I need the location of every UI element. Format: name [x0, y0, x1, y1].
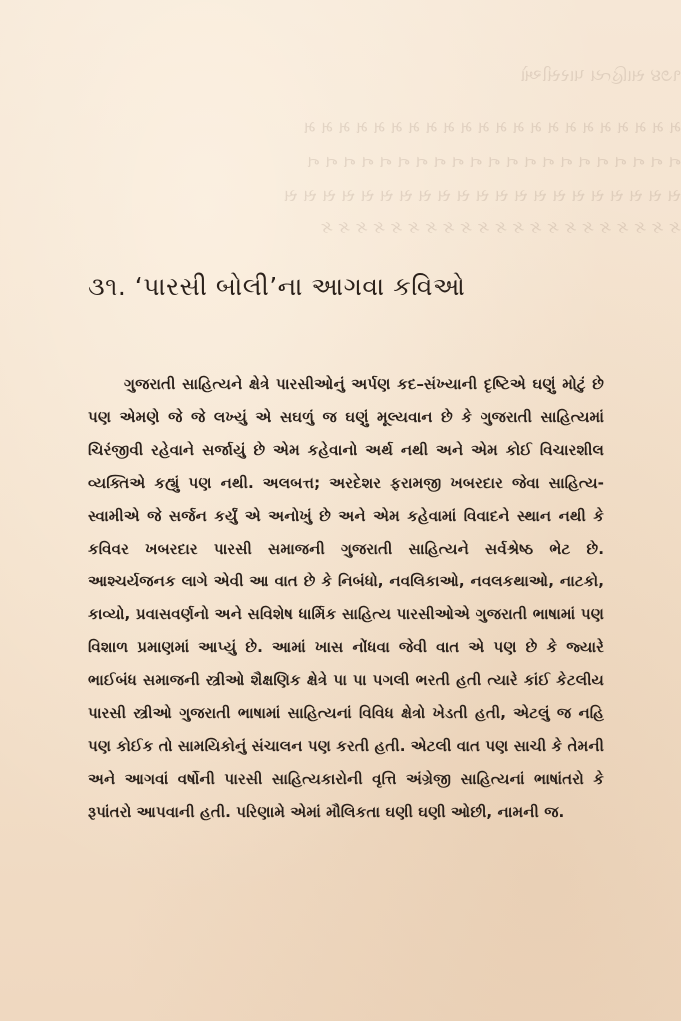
bleed-through-line: સ સ સ સ સ સ સ સ સ સ સ સ સ સ સ સ સ સ સ સ સ	[283, 186, 681, 206]
chapter-title: ૩૧. ‘પારસી બોલી’ના આગવા કવિઓ	[88, 272, 466, 301]
bleed-through-line: મ મ મ મ મ મ મ મ મ મ મ મ મ મ મ મ મ મ મ મ મ મ	[303, 118, 681, 138]
bleed-through-line: ન ન ન ન ન ન ન ન ન ન ન ન ન ન ન ન ન ન ન ન ન	[306, 152, 681, 172]
bleed-through-line: ક ક ક ક ક ક ક ક ક ક ક ક ક ક ક ક ક ક ક ક ક	[320, 218, 681, 238]
bleed-through-header: ૧૭૪ સાહિત્ય પારસીઓ	[520, 66, 681, 86]
body-paragraph: ગુજરાતી સાહિત્યને ક્ષેત્રે પારસીઓનું અર્પણ કદ–સંખ્યાની દૃષ્ટિએ ઘણું મોટું છે પણ એમણે જે જે લખ્યું એ સઘળું જ ઘણું મૂલ્યવાન છે કે ગુજરાતી સાહિત્યમાં ચિરંજીવી રહેવાને સર્જાયું છે એમ કહેવાનો અર્થ નથી અને એમ કોઈ વિચારશીલ વ્યક્તિએ કહ્યું પણ નથી. અલબત્ત; અરદેશર ફરામજી ખબરદાર જેવા સાહિત્ય-સ્વામીએ જે સર્જન કર્યું એ અનોખું છે અને એમ કહેવામાં વિવાદને સ્થાન નથી કે કવિવર ખબરદાર પારસી સમાજની ગુજરાતી સાહિત્યને સર્વશ્રેષ્ઠ ભેટ છે. આશ્ચર્યજનક લાગે એવી આ વાત છે કે નિબંધો, નવલિકાઓ, નવલકથાઓ, નાટકો, કાવ્યો, પ્રવાસવર્ણનો અને સવિશેષ ધાર્મિક સાહિત્ય પારસીઓએ ગુજરાતી ભાષામાં પણ વિશાળ પ્રમાણમાં આપ્યું છે. આમાં ખાસ નોંધવા જેવી વાત એ પણ છે કે જ્યારે ભાઈબંધ સમાજની સ્ત્રીઓ શૈક્ષણિક ક્ષેત્રે પા પા પગલી ભરતી હતી ત્યારે કાંઈ કેટલીય પારસી સ્ત્રીઓ ગુજરાતી ભાષામાં સાહિત્યનાં વિવિધ ક્ષેત્રો ખેડતી હતી, એટલું જ નહિ પણ કોઈક તો સામયિકોનું સંચાલન પણ કરતી હતી. એટલી વાત પણ સાચી કે તેમની અને આગવાં વર્ષોની પારસી સાહિત્યકારોની વૃત્તિ અંગ્રેજી સાહિત્યનાં ભાષાંતરો કે રૂપાંતરો આપવાની હતી. પરિણામે એમાં મૌલિકતા ઘણી ઘણી ઓછી, નામની જ.	[88, 375, 604, 821]
